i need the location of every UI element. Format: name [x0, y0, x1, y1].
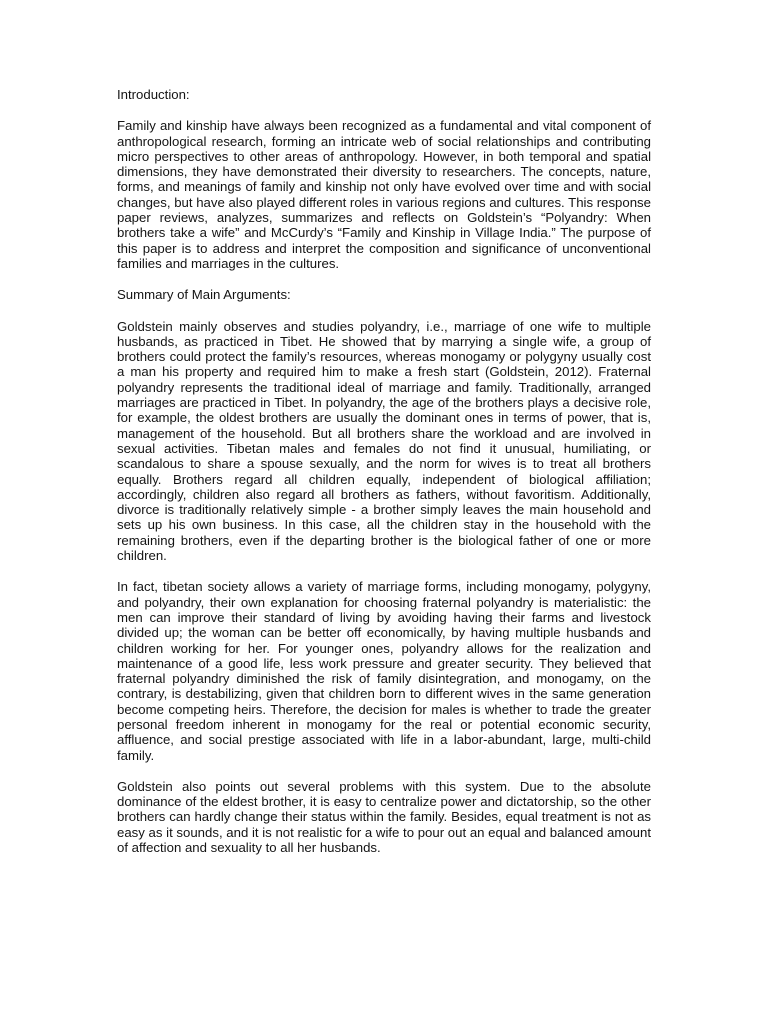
summary-paragraph-1: Goldstein mainly observes and studies polyandry, i.e., marriage of one wife to multiple husbands, as practiced in Tibet. He showed that by marrying a single wife, a group of brothers could protect the family’s resources, whereas monogamy or polygyny usually cost a man his property and required him to make a fresh start (Goldstein, 2012). Fraternal polyandry represents the traditional ideal of marriage and family. Traditionally, arranged marriages are practiced in Tibet. In polyandry, the age of the brothers plays a decisive role, for example, the oldest brothers are usually the dominant ones in terms of power, that is, management of the household. But all brothers share the workload and are involved in sexual activities. Tibetan males and females do not find it unusual, humiliating, or scandalous to share a spouse sexually, and the norm for wives is to treat all brothers equally. Brothers regard all children equally, independent of biological affiliation; accordingly, children also regard all brothers as fathers, without favoritism. Additionally, divorce is traditionally relatively simple - a brother simply leaves the main household and sets up his own business. In this case, all the children stay in the household with the remaining brothers, even if the departing brother is the biological father of one or more children. [117, 318, 651, 564]
summary-paragraph-2: In fact, tibetan society allows a variety of marriage forms, including monogamy, polygyny, and polyandry, their own explanation for choosing fraternal polyandry is materialistic: the men can improve their standard of living by avoiding having their farms and livestock divided up; the woman can be better off economically, by having multiple husbands and children working for her. For younger ones, polyandry allows for the realization and maintenance of a good life, less work pressure and greater security. They believed that fraternal polyandry diminished the risk of family disintegration, and monogamy, on the contrary, is destabilizing, given that children born to different wives in the same generation become competing heirs. Therefore, the decision for males is whether to trade the greater personal freedom inherent in monogamy for the real or potential economic security, affluence, and social prestige associated with life in a labor-abundant, large, multi-child family. [117, 579, 651, 763]
summary-paragraph-3: Goldstein also points out several problems with this system. Due to the absolute dominance of the eldest brother, it is easy to centralize power and dictatorship, so the other brothers can hardly change their status within the family. Besides, equal treatment is not as easy as it sounds, and it is not realistic for a wife to pour out an equal and balanced amount of affection and sexuality to all her husbands. [117, 778, 651, 856]
section-heading-introduction: Introduction: [117, 87, 190, 102]
document-page [117, 87, 651, 871]
introduction-paragraph: Family and kinship have always been recognized as a fundamental and vital component of anthropological research, forming an intricate web of social relationships and contributing micro perspectives to other areas of anthropology. However, in both temporal and spatial dimensions, they have demonstrated their diversity to researchers. The concepts, nature, forms, and meanings of family and kinship not only have evolved over time and with social changes, but have also played different roles in various regions and cultures. This response paper reviews, analyzes, summarizes and reflects on Goldstein’s “Polyandry: When brothers take a wife” and McCurdy’s “Family and Kinship in Village India.” The purpose of this paper is to address and interpret the composition and significance of unconventional families and marriages in the cultures. [117, 118, 651, 271]
section-heading-summary: Summary of Main Arguments: [117, 287, 291, 303]
